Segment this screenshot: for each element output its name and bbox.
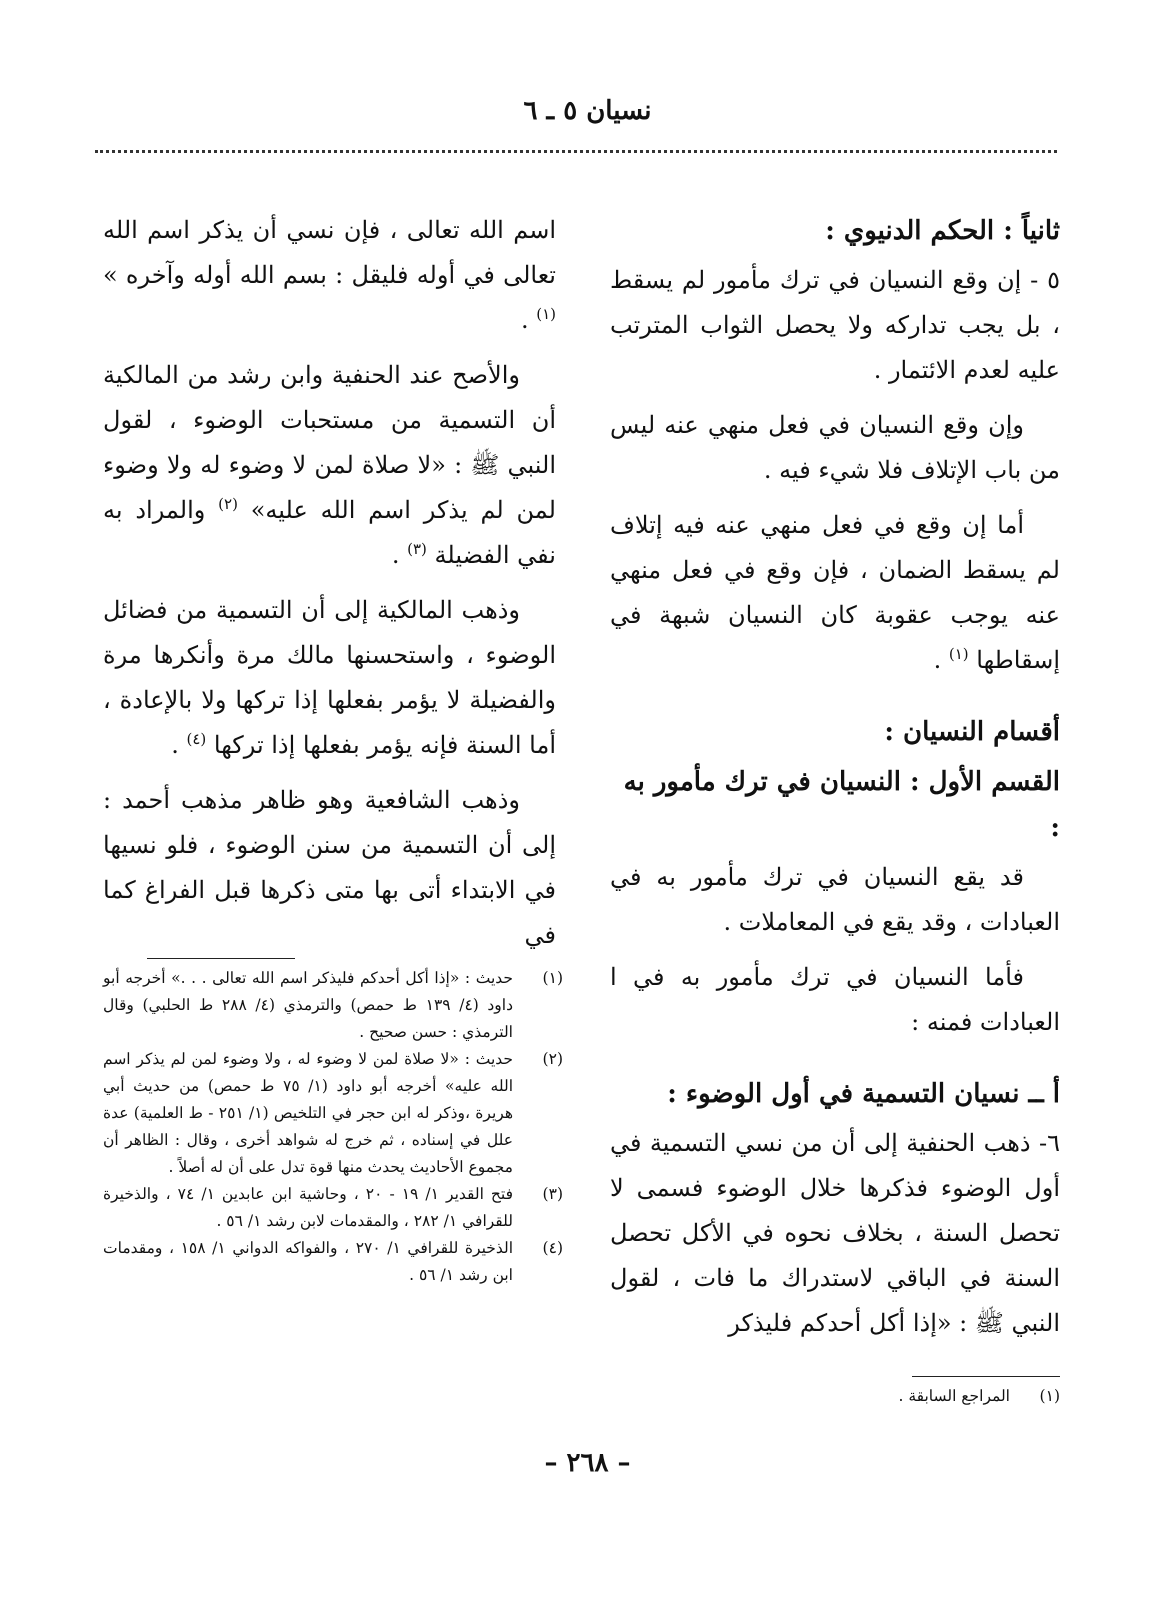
paragraph-text: وذهب المالكية إلى أن التسمية من فضائل الوضوء ، واستحسنها مالك مرة وأنكرها مرة والفضيلة لا يؤمر بفعلها إذا تركها ولا بالإعادة ، أما السنة فإنه يؤمر بفعلها إذا تركها [103,596,556,759]
footnotes-right [610,1376,1060,1410]
paragraph: ٥ - إن وقع النسيان في ترك مأمور لم يسقط ، بل يجب تداركه ولا يحصل الثواب المترتب عليه لعدم الائتمار . [610,266,1060,384]
paragraph [103,588,556,768]
paragraph-end: . [933,646,949,674]
paragraph-text: اسم الله تعالى ، فإن نسي أن يذكر اسم الله تعالى في أوله فليقل : بسم الله أوله وآخره » [103,216,556,289]
footnote-number: (٢) [542,1050,563,1068]
section-heading: ثانياً : الحكم الدنيوي : [825,216,1060,246]
footnote-text: فتح القدير ١/ ١٩ - ٢٠ ، وحاشية ابن عابدين ١/ ٧٤ ، والذخيرة للقرافي ١/ ٢٨٢ ، والمقدمات لابن رشد ١/ ٥٦ . [103,1185,514,1230]
footnote-ref: (١) [948,645,969,663]
footnotes-left [103,958,563,1289]
footnote-number: (٤) [542,1239,563,1257]
footnote-number: (١) [1039,1387,1060,1405]
footnote-number: (١) [542,969,563,987]
paragraph: فأما النسيان في ترك مأمور به في ا العبادات فمنه : [610,963,1060,1036]
page-number: – ٢٦٨ – [544,1448,631,1478]
footnote-number: (٣) [542,1185,563,1203]
footnote-ref: (١) [536,305,556,323]
footnote [610,1383,1060,1410]
paragraph-text: أما إن وقع في فعل منهي عنه فيه إتلاف لم يسقط الضمان ، فإن وقع في فعل منهي عنه يوجب عقوبة كان النسيان شبهة في إسقاطها [610,511,1060,674]
footnote-ref: (٣) [407,540,427,558]
paragraph: ٦- ذهب الحنفية إلى أن من نسي التسمية في أول الوضوء فذكرها خلال الوضوء فسمى لا تحصل السنة ، بخلاف نحوه في الأكل تحصل السنة في الباقي لاستدراك ما فات ، لقول النبي ﷺ : «إذا أكل أحدكم فليذكر [610,1129,1060,1337]
section-heading: أقسام النسيان : [884,717,1060,747]
footnote [103,1046,563,1181]
paragraph-end: . [391,541,408,569]
left-column [103,208,556,968]
subsection-heading: أ ــ نسيان التسمية في أول الوضوء : [667,1079,1060,1109]
right-column [610,208,1060,1356]
footnote-ref: (٢) [218,495,238,513]
footnote-rule [912,1376,1060,1377]
paragraph [103,208,556,343]
footnote [103,1235,563,1289]
paragraph [103,353,556,578]
paragraph: قد يقع النسيان في ترك مأمور به في العبادات ، وقد يقع في المعاملات . [610,863,1060,936]
footnote [103,965,563,1046]
paragraph [610,503,1060,683]
footnote-ref: (٤) [186,730,207,748]
header-dotted-rule [95,150,1057,153]
footnote-text: الذخيرة للقرافي ١/ ٢٧٠ ، والفواكه الدواني ١/ ١٥٨ ، ومقدمات ابن رشد ١/ ٥٦ . [103,1239,514,1284]
footnote [103,1181,563,1235]
paragraph: وإن وقع النسيان في فعل منهي عنه ليس من باب الإتلاف فلا شيء فيه . [610,411,1060,484]
paragraph-end: . [171,731,187,759]
paragraph-text: والمراد به نفي الفضيلة [103,496,556,569]
footnote-text: حديث : «لا صلاة لمن لا وضوء له ، ولا وضوء لمن لم يذكر اسم الله عليه» أخرجه أبو داود (١/ ٧٥ ط حمص) من حديث أبي هريرة ،وذكر له ابن حجر في التلخيص (١/ ٢٥١ - ط العلمية) عدة علل في إسناده ، ثم خرج له شواهد أخرى ، وقال : الظاهر أن مجموع الأحاديث يحدث منها قوة تدل على أن له أصلاً . [103,1050,514,1176]
paragraph-end: . [520,306,537,334]
running-head: نسيان ٥ ـ ٦ [523,96,652,126]
paragraph-text: والأصح عند الحنفية وابن رشد من المالكية أن التسمية من مستحبات الوضوء ، لقول النبي ﷺ : «لا صلاة لمن لا وضوء له ولا وضوء لمن لم يذكر اسم الله عليه» [103,361,556,524]
footnote-text: حديث : «إذا أكل أحدكم فليذكر اسم الله تعالى . . .» أخرجه أبو داود (٤/ ١٣٩ ط حمص) والترمذي (٤/ ٢٨٨ ط الحلبي) وقال الترمذي : حسن صحيح . [103,969,514,1041]
subsection-heading: القسم الأول : النسيان في ترك مأمور به : [623,767,1060,843]
footnote-text: المراجع السابقة . [898,1387,1010,1405]
footnote-rule [147,958,295,959]
paragraph: وذهب الشافعية وهو ظاهر مذهب أحمد : إلى أن التسمية من سنن الوضوء ، فلو نسيها في الابتداء أتى بها متى ذكرها قبل الفراغ كما في [103,786,556,949]
